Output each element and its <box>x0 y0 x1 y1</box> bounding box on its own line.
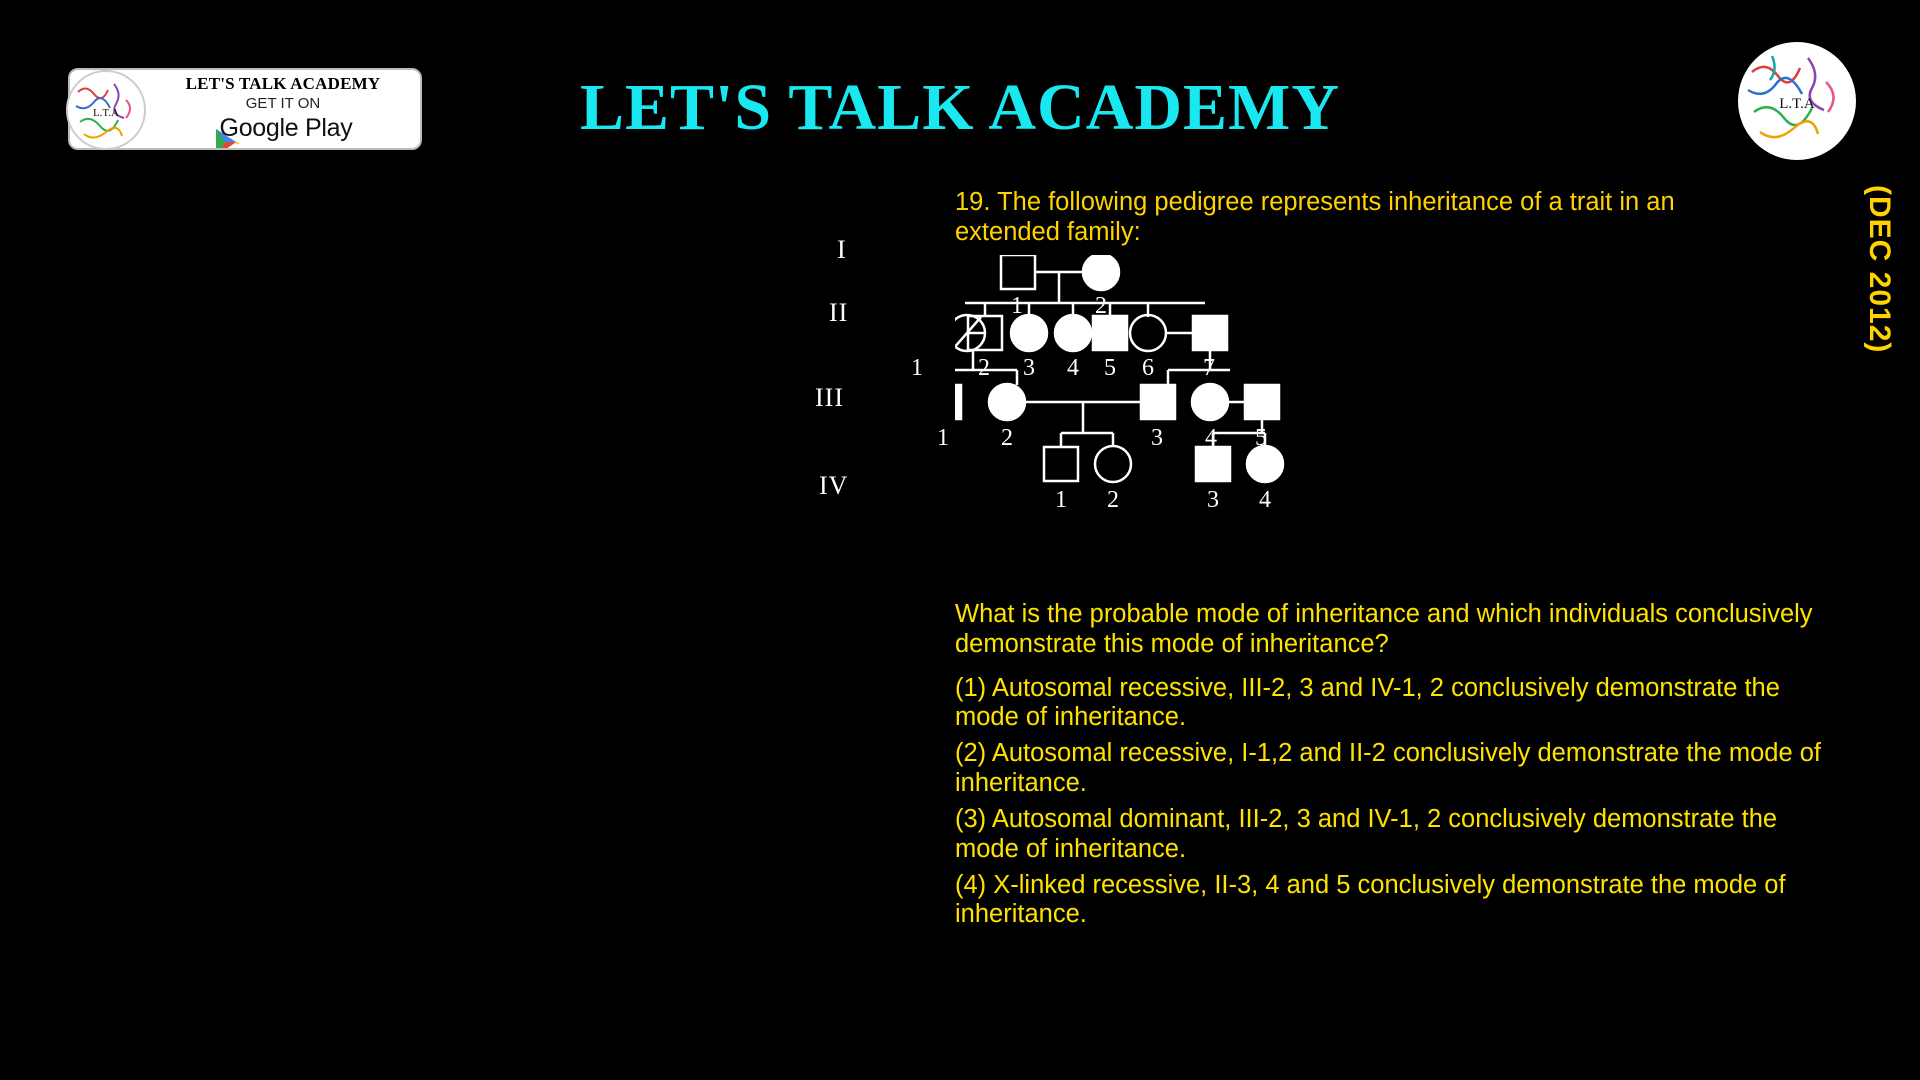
svg-text:L.T.A: L.T.A <box>92 107 120 119</box>
badge-get-it-on: GET IT ON <box>245 94 321 112</box>
individual-number: 4 <box>1205 425 1217 451</box>
individual-number: 3 <box>1151 425 1163 451</box>
individual-number: 1 <box>937 425 949 451</box>
individual-number: 6 <box>1142 355 1154 381</box>
individual-number: 4 <box>1259 487 1271 513</box>
individual-number: 1 <box>1055 487 1067 513</box>
generation-label-3: III <box>815 383 844 412</box>
individual-number: 2 <box>978 355 990 381</box>
molecule-logo-large-icon <box>1738 42 1856 160</box>
badge-logo-circle <box>66 70 146 150</box>
question-stem: 19. The following pedigree represents inheritance of a trait in an extended family: <box>955 188 1675 246</box>
individual-number: 1 <box>911 355 923 381</box>
page-title: LET'S TALK ACADEMY <box>579 71 1341 144</box>
badge-store-name: Google Play <box>219 113 353 142</box>
exam-date-label: (DEC 2012) <box>1863 185 1896 354</box>
individual-number: 4 <box>1067 355 1079 381</box>
individual-number: 2 <box>1095 293 1107 319</box>
individual-number: 3 <box>1207 487 1219 513</box>
pedigree-chart <box>815 235 1595 585</box>
generation-label-2: II <box>829 298 849 327</box>
individual-number: 2 <box>1001 425 1013 451</box>
individual-number: 5 <box>1255 425 1267 451</box>
question-options-block <box>955 600 1835 936</box>
pedigree-svg <box>955 255 1595 585</box>
option-4[interactable]: (4) X-linked recessive, II-3, 4 and 5 conclusively demonstrate the mode of inheritance. <box>955 870 1786 929</box>
badge-academy-name: LET'S TALK ACADEMY <box>185 74 381 94</box>
generation-label-1: I <box>837 235 847 264</box>
option-3[interactable]: (3) Autosomal dominant, III-2, 3 and IV-1, 2 conclusively demonstrate the mode of inheritance. <box>955 804 1778 863</box>
molecule-logo-icon <box>68 72 144 148</box>
individual-number: 5 <box>1104 355 1116 381</box>
option-2[interactable]: (2) Autosomal recessive, I-1,2 and II-2 conclusively demonstrate the mode of inheritance. <box>955 739 1822 798</box>
option-1[interactable]: (1) Autosomal recessive, III-2, 3 and IV-1, 2 conclusively demonstrate the mode of inheritance. <box>955 673 1780 732</box>
individual-number: 2 <box>1107 487 1119 513</box>
generation-label-4: IV <box>819 471 849 500</box>
individual-number: 7 <box>1203 355 1215 381</box>
brand-logo <box>1738 42 1856 160</box>
individual-number: 3 <box>1023 355 1035 381</box>
svg-text:L.T.A: L.T.A <box>1779 96 1815 112</box>
individual-number: 1 <box>1011 293 1023 319</box>
question-prompt: What is the probable mode of inheritance and which individuals conclusively demonstrate this mode of inheritance? <box>955 600 1813 658</box>
